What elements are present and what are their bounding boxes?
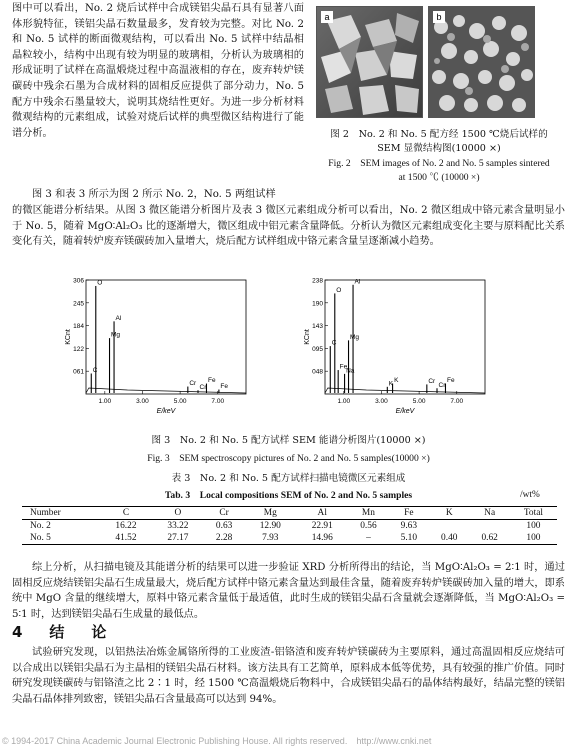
y-tick-label: 184	[73, 323, 84, 331]
table-3-unit: /wt%	[520, 490, 540, 500]
peak-label: Al	[354, 278, 361, 286]
eds-spectrum-no2	[64, 272, 254, 422]
x-tick-label: 5.00	[412, 398, 426, 405]
table-header-cell: Fe	[389, 507, 429, 520]
table-cell: 14.96	[296, 532, 348, 545]
sem-image-a	[316, 6, 423, 118]
peak-label: Fe	[220, 383, 228, 391]
table-row	[22, 520, 557, 533]
y-tick-label: 061	[73, 368, 84, 376]
table-cell: 41.52	[100, 532, 152, 545]
table-header-cell: Na	[469, 507, 509, 520]
table-header-cell: Mg	[244, 507, 296, 520]
peak-label: Cr	[438, 381, 446, 389]
y-tick-label: 122	[73, 345, 84, 353]
table-cell: 0.63	[215, 521, 233, 531]
peak-label: Na	[346, 367, 355, 375]
copyright-footer: © 1994-2017 China Academic Journal Electronic Publishing House. All rights reserved. http://www.cnki.net	[2, 736, 432, 746]
table-cell: 33.22	[167, 521, 189, 531]
table-cell: No. 5	[22, 532, 100, 545]
paragraph-2-first-line: 图 3 和表 3 所示为图 2 所示 No. 2，No. 5 两组试样	[32, 189, 276, 200]
figure-2-caption-en: Fig. 2 SEM images of No. 2 and No. 5 samples sintered at 1500 ℃ (10000 ×)	[328, 158, 550, 183]
table-cell: –	[348, 532, 388, 545]
peak-label: O	[97, 279, 103, 287]
table-cell: 7.93	[244, 532, 296, 545]
table-header-cell: C	[100, 507, 152, 520]
table-header-cell: Cr	[204, 507, 244, 520]
section-heading: 4 结 论	[12, 623, 113, 641]
table-cell: 12.90	[259, 521, 281, 531]
table-cell: No. 2	[30, 521, 51, 531]
sem-image-b	[428, 6, 535, 118]
table-cell: 27.17	[152, 532, 204, 545]
x-axis-label: E/keV	[395, 408, 415, 415]
peak-label: Cr	[189, 380, 197, 388]
y-axis-label: KCnt	[65, 329, 72, 345]
peak-label: O	[336, 286, 342, 294]
table-cell: 0.40	[429, 532, 469, 545]
table-3-title-en: Tab. 3 Local compositions SEM of No. 2 and No. 5 samples	[164, 490, 413, 501]
body-paragraph-left: 图中可以看出，No. 2 烧后试样中合成镁铝尖晶石具有显著八面体形貌特征，镁铝尖晶石数量最多，发育较为完整。对比 No. 2 和 No. 5 试样的断面微观结构，可以看出 No. 5 试样中结晶相晶粒较小，结构中出现有较为明显的玻璃相，分析认为玻璃相的形成证明了试样在高温煅烧过程中高温液相的存在，废弃转炉镁碳砖中残余石墨为合成材料的固相反应提供了部分动力，No. 5 配方中残余石墨量较大，说明其烧结性更好。为进一步分析材料微观结构的元素组成，试验对烧后试样的典型微区结构进行了能谱分析。	[12, 3, 304, 139]
peak-label: C	[331, 339, 337, 347]
paragraph-2-body: 的微区能谱分析结果。从图 3 微区能谱分析图片及表 3 微区元素组成分析可以看出，No. 2 微区组成中铬元素含量明显小于 No. 5，随着 MgO∶Al₂O₃ 比的逐渐增大，微区组成中铝元素含量降低。分析认为微区元素组成变化主要与原料配比关系变化有关，随着转炉废弃镁碳砖加入量增大，烧后配方试样组成中铬元素含量呈逐渐减小趋势。	[12, 205, 565, 248]
table-header-row	[22, 507, 557, 520]
peak-label: K	[388, 380, 394, 388]
x-axis-label: E/keV	[156, 408, 176, 415]
table-cell: 9.63	[400, 521, 418, 531]
x-tick-label: 1.00	[98, 398, 112, 405]
y-tick-label: 306	[73, 277, 84, 285]
table-cell: 100	[510, 532, 557, 545]
y-tick-label: 048	[312, 368, 323, 376]
table-cell: 100	[526, 521, 541, 531]
table-cell: 0.62	[469, 532, 509, 545]
y-tick-label: 143	[312, 323, 323, 331]
peak-label: Cr	[428, 377, 436, 385]
table-header-cell: Total	[510, 507, 557, 520]
x-tick-label: 7.00	[450, 398, 464, 405]
figure-3-caption-cn: 图 3 No. 2 和 No. 5 配方试样 SEM 能谱分析图片(10000 ×)	[151, 435, 426, 446]
table-3-title-cn: 表 3 No. 2 和 No. 5 配方试样扫描电镜微区元素组成	[171, 473, 406, 484]
table-cell: 2.28	[204, 532, 244, 545]
x-tick-label: 5.00	[173, 398, 187, 405]
figure-2-caption-cn: 图 2 No. 2 和 No. 5 配方经 1500 ℃烧后试样的 SEM 显微结构图(10000 ×)	[330, 129, 548, 154]
peak-label: Fe	[207, 377, 216, 385]
peak-label: Fe	[339, 363, 348, 371]
peak-label: Al	[115, 314, 122, 322]
x-tick-label: 7.00	[211, 398, 225, 405]
table-header-cell: Al	[296, 507, 348, 520]
y-tick-label: 245	[73, 300, 84, 308]
peak-label: Cr	[199, 383, 207, 391]
eds-spectrum-no5	[303, 272, 493, 422]
table-header-cell: Number	[22, 507, 100, 520]
peak-label: C	[92, 367, 98, 375]
composition-table	[22, 506, 557, 545]
table-row	[22, 532, 557, 545]
x-tick-label: 3.00	[136, 398, 149, 405]
peak-label: Mg	[111, 331, 121, 339]
panel-label-b: b	[433, 11, 445, 23]
table-header-cell: O	[152, 507, 204, 520]
conclusion-paragraph: 试验研究发现，以铝热法冶炼金属铬所得的工业废渣-铝铬渣和废弃转炉镁碳砖为主要原料，通过高温固相反应烧结可以合成出以镁铝尖晶石为主晶相的镁铝尖晶石材料。该方法具有工艺简单，原料成本低等优势，具有较强的推广价值。同时研究发现镁碳砖与铝铬渣之比 2∶1 时，经 1500 ℃高温煅烧后物料中，合成镁铝尖晶石的晶体结构最好，结晶完整的镁铝尖晶石晶体排列致密，镁铝尖晶石含量最高可以达到 94%。	[12, 647, 565, 705]
figure-2	[312, 0, 570, 190]
y-tick-label: 190	[312, 300, 323, 308]
table-cell: 0.56	[360, 521, 377, 531]
x-tick-label: 3.00	[375, 398, 388, 405]
y-tick-label: 095	[312, 345, 323, 353]
y-axis-label: KCnt	[304, 329, 311, 345]
peak-label: Fe	[446, 376, 455, 384]
table-header-cell: K	[429, 507, 469, 520]
x-tick-label: 1.00	[337, 398, 351, 405]
summary-paragraph: 综上分析，从扫描电镜及其能谱分析的结果可以进一步验证 XRD 分析所得出的结论，当 MgO∶Al₂O₃ = 2∶1 时，通过固相反应烧结镁铝尖晶石生成量最大，烧后配方试样中铬元素含量达到最佳含量，随着废弃转炉镁碳砖加入量的增大，即系统中 MgO 含量的继续增大，原料中铬元素含量低于最适值，此时生成的镁铝尖晶石含量就会逐渐降低，当 MgO∶Al₂O₃ = 5∶1 时，达到镁铝尖晶石生成量的最低点。	[12, 562, 565, 620]
y-tick-label: 238	[312, 277, 323, 285]
figure-3-caption-en: Fig. 3 SEM spectroscopy pictures of No. 2 and No. 5 samples(10000 ×)	[147, 453, 430, 464]
table-cell	[429, 520, 469, 533]
table-cell	[469, 520, 509, 533]
peak-label: Mg	[350, 333, 360, 341]
peak-label: K	[394, 376, 399, 384]
table-header-cell: Mn	[348, 507, 388, 520]
table-cell: 5.10	[389, 532, 429, 545]
panel-label-a: a	[321, 11, 333, 23]
table-cell: 16.22	[115, 521, 137, 531]
table-cell: 22.91	[311, 521, 333, 531]
